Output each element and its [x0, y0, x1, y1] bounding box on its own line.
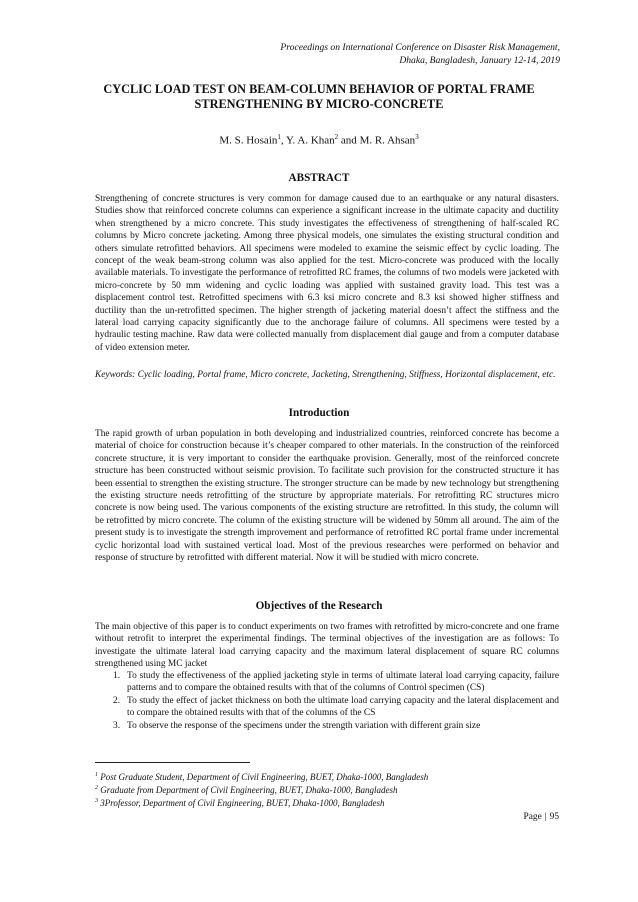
- list-item-text: To study the effect of jacket thickness on both the ultimate load carrying capacity and the lateral displacement and to compare the obtained results with that of the columns of the CS: [127, 695, 559, 719]
- proceedings-header: [280, 41, 560, 67]
- introduction-heading: Introduction: [288, 407, 350, 419]
- header-line-1: Proceedings on International Conference on Disaster Risk Management,: [280, 42, 560, 53]
- page-number-value: 95: [549, 812, 559, 822]
- objectives-list: [95, 670, 559, 732]
- page-number: [524, 812, 560, 822]
- list-item-number: 2.: [113, 695, 121, 706]
- footnote-mark: 1: [95, 772, 98, 778]
- author-separator: ,: [280, 134, 286, 147]
- footnote-mark: 3: [95, 798, 98, 804]
- footnote-mark: 2: [95, 785, 98, 791]
- author-3-mark: 3: [415, 133, 419, 141]
- footnote-3: [95, 795, 384, 809]
- page-separator: |: [544, 812, 547, 822]
- author-3: M. R. Ahsan: [359, 134, 416, 147]
- paper-title: [90, 82, 548, 112]
- list-item-text: To study the effectiveness of the applied jacketing style in terms of ultimate lateral load carrying capacity, failure patterns and to compare the obtained results with that of the columns of Control specimen (CS): [127, 671, 559, 694]
- title-line-1: CYCLIC LOAD TEST ON BEAM-COLUMN BEHAVIOR OF PORTAL FRAME: [103, 82, 535, 96]
- objectives-heading: Objectives of the Research: [255, 600, 383, 612]
- author-list: [90, 133, 548, 147]
- list-item-number: 3.: [113, 720, 121, 731]
- title-line-2: STRENGTHENING BY MICRO-CONCRETE: [194, 97, 444, 111]
- abstract-heading: ABSTRACT: [288, 172, 350, 184]
- introduction-text: The rapid growth of urban population in both developing and industrialized countries, reinforced concrete has become a material of choice for construction because it’s cheaper compared to other materials. In the construction of the reinforced concrete structure, it is very important to consider the earthquake provision. Generally, most of the reinforced concrete structure has been constructed without seismic provision. To facilitate such provision for the constructed structure it has been essential to strengthen the existing structure. The stronger structure can be made by new technology but strengthening the existing structure needs retrofitting of the structure by appropriate materials. For retrofitting RC structures micro concrete is now being used. The various components of the existing structure are retrofitted. In this study, the column will be retrofitted by micro concrete. The column of the existing structure will be widened by 50mm all around. The aim of the present study is to investigate the strength improvement and performance of retrofitted RC portal frame under incremental cyclic horizontal load with sustained vertical load. Most of the previous researches were performed on behavior and response of structure by retrofitted with different material. Now it will be studied with micro concrete.: [95, 429, 559, 564]
- keywords: Keywords: Cyclic loading, Portal frame, Micro concrete, Jacketing, Strengthening, Stiffness, Horizontal displacement, etc.: [95, 370, 556, 380]
- footnote-text: Post Graduate Student, Department of Civil Engineering, BUET, Dhaka-1000, Bangladesh: [98, 772, 429, 782]
- author-separator: and: [338, 134, 360, 147]
- header-line-2: Dhaka, Bangladesh, January 12-14, 2019: [399, 55, 560, 66]
- abstract-text: Strengthening of concrete structures is very common for damage caused due to an earthquake or any natural disasters. Studies show that reinforced concrete columns can experience a significant increase in the ultimate capacity and ductility when strengthened by a micro concrete. This study investigates the effectiveness of strengthening of half-scaled RC columns by Micro concrete jacketing. Among three physical models, one simulates the existing structural condition and others simulate retrofitted behaviors. All specimens were modeled to examine the seismic effect by cyclic loading. The concept of the weak beam-strong column was also applied for the test. Micro-concrete was produced with the locally available materials. To investigate the performance of retrofitted RC frames, the columns of two models were jacketed with micro-concrete by 50 mm widening and cyclic loading was applied with sustained gravity load. This test was a displacement control test. Retrofitted specimens with 6.3 ksi micro concrete and 8.3 ksi showed higher stiffness and ductility than the un-retrofitted specimen. The higher strength of jacketing material doesn’t affect the stiffness and the lateral load carrying capacity significantly due to the anchorage failure of columns. All specimens were tested by a hydraulic testing machine. Raw data were collected manually from displacement dial gauge and from a computer database of video extension meter.: [95, 194, 559, 353]
- author-1-mark: 1: [277, 133, 281, 141]
- author-2: Y. A. Khan: [285, 134, 335, 147]
- footnote-1: [95, 769, 428, 783]
- author-1: M. S. Hosain: [219, 134, 278, 147]
- list-item: [95, 670, 559, 695]
- footnote-text: 3Professor, Department of Civil Engineering, BUET, Dhaka-1000, Bangladesh: [98, 798, 385, 808]
- author-2-mark: 2: [334, 133, 339, 141]
- list-item-number: 1.: [113, 671, 121, 681]
- list-item: [95, 720, 559, 732]
- footnote-divider: [95, 762, 250, 763]
- page-label: Page: [523, 812, 542, 822]
- footnote-2: [95, 782, 397, 796]
- list-item-text: To observe the response of the specimens under the strength variation with different grain size: [127, 720, 481, 731]
- footnote-text: Graduate from Department of Civil Engineering, BUET, Dhaka-1000, Bangladesh: [98, 785, 398, 795]
- objectives-text: The main objective of this paper is to conduct experiments on two frames with retrofitted by micro-concrete and one frame without retrofit to interpret the experimental findings. The terminal objectives of the investigation are as follows: To investigate the ultimate lateral load carrying capacity and the maximum lateral displacement of square RC columns strengthened using MC jacket: [95, 622, 559, 670]
- list-item: [95, 695, 559, 720]
